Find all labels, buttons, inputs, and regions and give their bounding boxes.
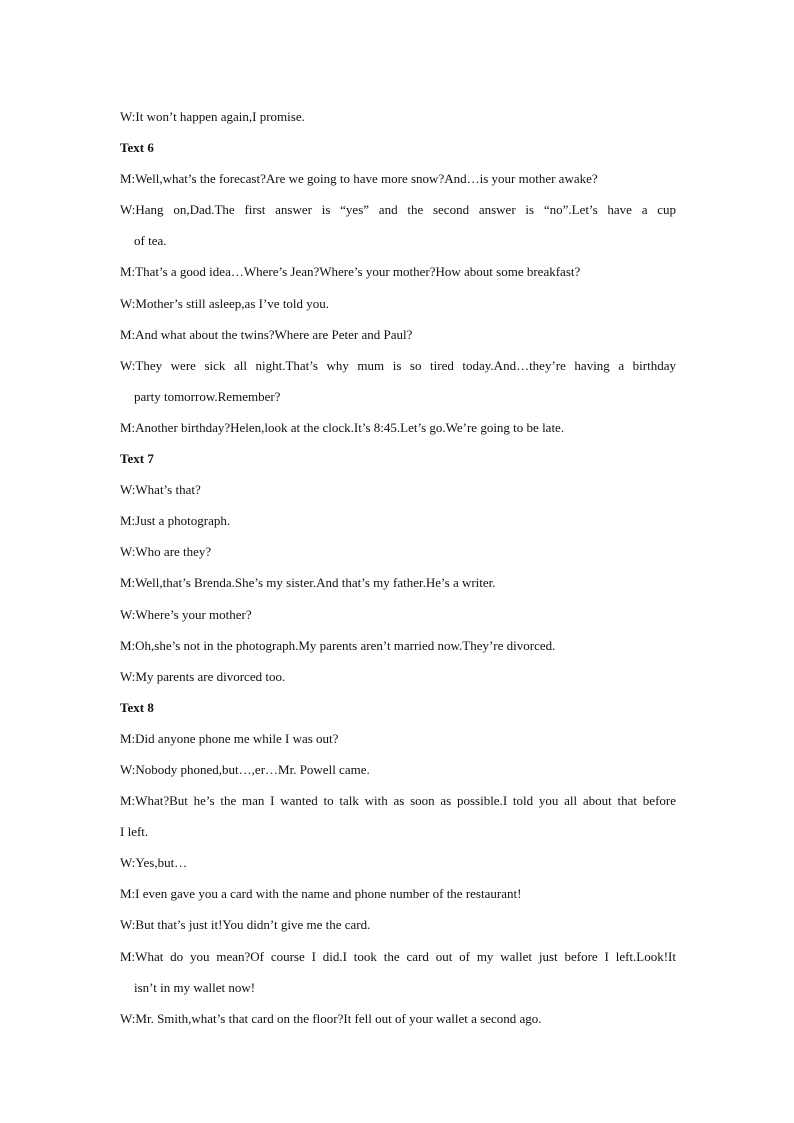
dialogue-line: W:Nobody phoned,but…,er…Mr. Powell came. (120, 761, 370, 777)
dialogue-line: W:Mr. Smith,what’s that card on the floor?It fell out of your wallet a second ago. (120, 1010, 542, 1026)
dialogue-line-continuation: isn’t in my wallet now! (134, 979, 256, 995)
dialogue-line: M:What?But he’s the man I wanted to talk with as soon as possible.I told you all about that before (120, 793, 676, 809)
section-heading-text-6: Text 6 (120, 140, 154, 156)
section-heading-text-8: Text 8 (120, 699, 154, 715)
dialogue-line: M:Another birthday?Helen,look at the clock.It’s 8:45.Let’s go.We’re going to be late. (120, 419, 565, 435)
section-heading-text-7: Text 7 (120, 451, 154, 467)
dialogue-line-continuation: of tea. (134, 233, 167, 249)
dialogue-line: W:Who are they? (120, 544, 212, 560)
dialogue-line: M:That’s a good idea…Where’s Jean?Where’s your mother?How about some breakfast? (120, 264, 581, 280)
dialogue-line: M:What do you mean?Of course I did.I took the card out of my wallet just before I left.Look!It (120, 948, 676, 964)
dialogue-line: W:Mother’s still asleep,as I’ve told you. (120, 295, 330, 311)
transcript-body (120, 101, 676, 1034)
dialogue-line: M:Well,what’s the forecast?Are we going to have more snow?And…is your mother awake? (120, 171, 598, 187)
dialogue-line: W:My parents are divorced too. (120, 668, 286, 684)
dialogue-line: M:And what about the twins?Where are Peter and Paul? (120, 326, 413, 342)
dialogue-line: M:I even gave you a card with the name and phone number of the restaurant! (120, 886, 522, 902)
dialogue-line: W:Where’s your mother? (120, 606, 252, 622)
dialogue-line-continuation: party tomorrow.Remember? (134, 388, 281, 404)
dialogue-line: M:Oh,she’s not in the photograph.My parents aren’t married now.They’re divorced. (120, 637, 556, 653)
dialogue-line: M:Did anyone phone me while I was out? (120, 730, 339, 746)
dialogue-line: W:But that’s just it!You didn’t give me the card. (120, 917, 371, 933)
dialogue-line: W:Hang on,Dad.The first answer is “yes” and the second answer is “no”.Let’s have a cup (120, 202, 676, 218)
dialogue-line: M:Well,that’s Brenda.She’s my sister.And that’s my father.He’s a writer. (120, 575, 496, 591)
dialogue-line: W:What’s that? (120, 482, 201, 498)
dialogue-line: M:Just a photograph. (120, 513, 231, 529)
dialogue-line: W:They were sick all night.That’s why mum is so tired today.And…they’re having a birthday (120, 357, 676, 373)
dialogue-line: W:Yes,but… (120, 855, 188, 871)
dialogue-line-continuation: I left. (120, 824, 149, 840)
dialogue-line: W:It won’t happen again,I promise. (120, 109, 305, 124)
